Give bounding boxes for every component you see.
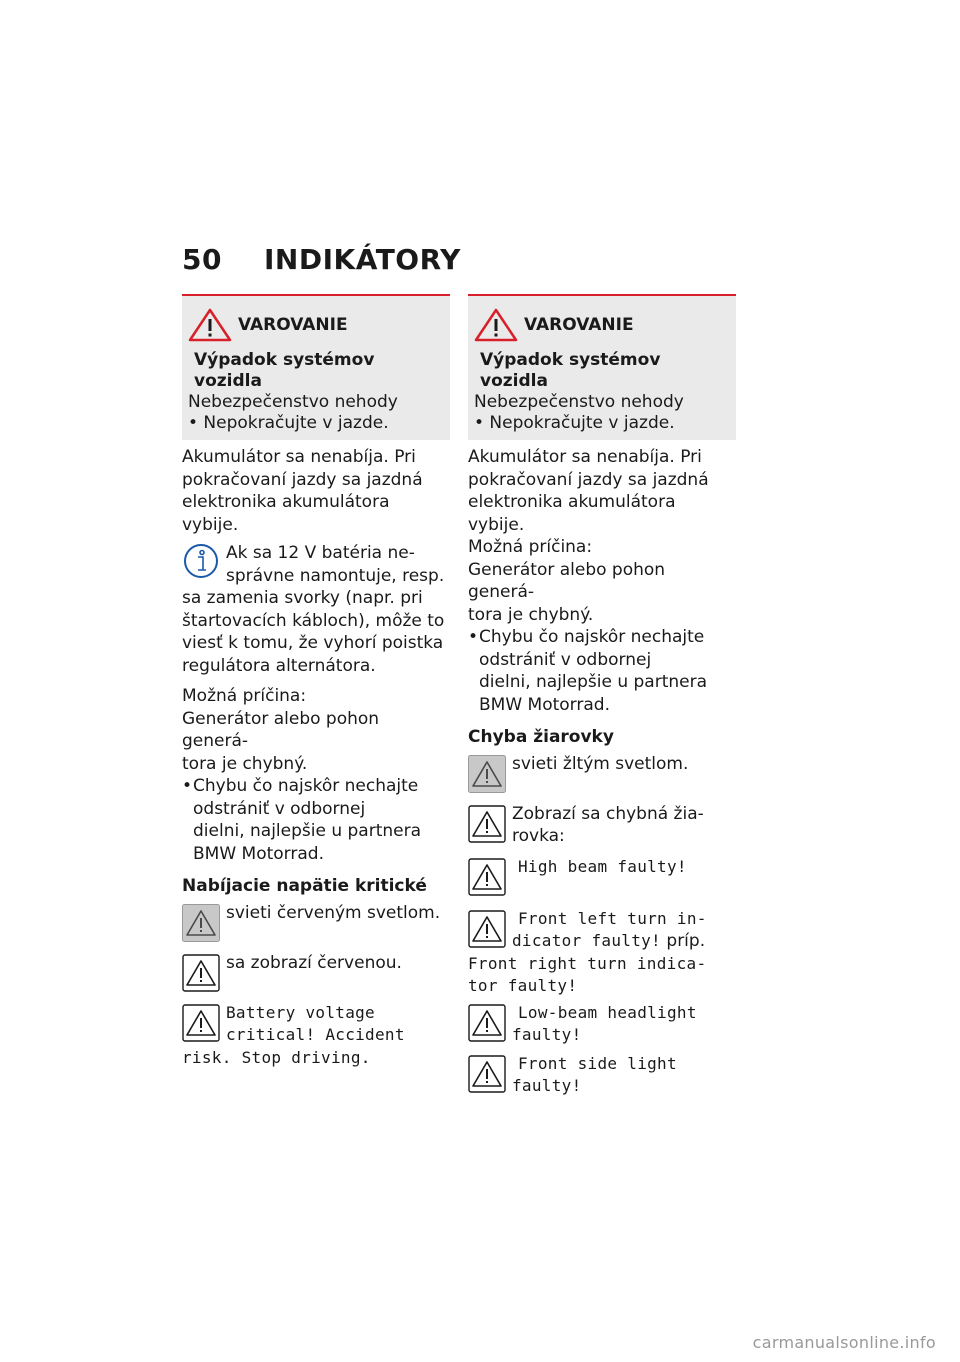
warning-triangle-icon — [474, 308, 518, 342]
intro-line: Akumulátor sa nenabíja. Pri — [468, 447, 702, 467]
indicator-light-row — [468, 753, 736, 793]
warning-line: • Nepokračujte v jazde. — [188, 413, 389, 433]
warning-subtitle: Výpadok systémov vozidla — [194, 350, 375, 391]
message-line: critical! Accident — [226, 1025, 405, 1044]
message-line: Front left turn in- — [518, 908, 707, 928]
cause-line: Generátor alebo pohon generá- — [182, 708, 380, 751]
action-line: odstrániť v odbornej — [479, 649, 652, 670]
display-text: sa zobrazí červenou. — [226, 952, 402, 973]
message-line: Front side light — [518, 1053, 677, 1073]
display-row — [182, 952, 450, 992]
message-line: Low-beam headlight — [518, 1002, 697, 1022]
display-text: rovka: — [512, 826, 565, 846]
display-row — [468, 803, 736, 848]
warning-header — [474, 308, 730, 342]
warning-subtitle: Výpadok systémov vozidla — [480, 350, 661, 391]
left-column — [182, 294, 450, 1069]
intro-line: Akumulátor sa nenabíja. Pri — [182, 447, 416, 467]
message-line: risk. Stop driving. — [182, 1047, 371, 1067]
message-line: dicator faulty! — [512, 931, 661, 950]
cause-line: tora je chybný. — [182, 753, 308, 774]
light-text: svieti žltým svetlom. — [512, 753, 689, 774]
warning-display-icon — [468, 805, 506, 843]
message-line: Battery voltage — [226, 1002, 375, 1022]
info-line: sa zamenia svorky (napr. pri — [182, 588, 423, 608]
section-title: Chyba žiarovky — [468, 727, 614, 747]
info-line: viesť k tomu, že vyhorí poistka — [182, 633, 444, 653]
watermark: carmanualsonline.info — [752, 1333, 936, 1352]
warning-light-icon — [182, 904, 220, 942]
message-line: tor faulty! — [468, 976, 578, 995]
intro-line: pokračovaní jazdy sa jazdná — [468, 469, 709, 490]
light-text: svieti červeným svetlom. — [226, 902, 441, 923]
warning-label: VAROVANIE — [524, 314, 634, 335]
cause-line: Generátor alebo pohon generá- — [468, 559, 666, 602]
intro-line: elektronika akumulátora vybije. — [182, 492, 390, 535]
warning-display-icon — [468, 858, 506, 896]
info-line: štartovacích kábloch), môže to — [182, 610, 445, 631]
message-row — [182, 1002, 450, 1047]
page-header — [182, 243, 461, 276]
warning-display-icon — [182, 1004, 220, 1042]
intro-line: pokračovaní jazdy sa jazdná — [182, 469, 423, 490]
info-line: správne namontuje, resp. — [226, 565, 445, 586]
right-column — [468, 294, 736, 1098]
section-title: Nabíjacie napätie kritické — [182, 876, 427, 896]
action-line: BMW Motorrad. — [193, 843, 324, 864]
info-note — [182, 542, 450, 587]
info-line: regulátora alternátora. — [182, 655, 376, 676]
message-row — [468, 1053, 736, 1098]
message-row — [468, 1002, 736, 1047]
info-icon — [182, 542, 220, 580]
message-line: faulty! — [512, 1076, 582, 1095]
warning-display-icon — [182, 954, 220, 992]
action-line: dielni, najlepšie u partnera — [479, 672, 708, 692]
message-line: High beam faulty! — [518, 856, 687, 876]
action-line: BMW Motorrad. — [479, 694, 610, 715]
action-line: odstrániť v odbornej — [193, 798, 366, 819]
message-row — [468, 908, 736, 953]
message-row — [468, 856, 736, 896]
cause-label: Možná príčina: — [468, 537, 593, 557]
indicator-light-row — [182, 902, 450, 942]
warning-light-icon — [468, 755, 506, 793]
warning-header — [188, 308, 444, 342]
warning-display-icon — [468, 1055, 506, 1093]
separator-text: príp. — [661, 931, 706, 951]
message-line: faulty! — [512, 1025, 582, 1044]
warning-triangle-icon — [188, 308, 232, 342]
page-number: 50 — [182, 243, 222, 276]
info-line: Ak sa 12 V batéria ne- — [226, 543, 415, 563]
intro-line: elektronika akumulátora vybije. — [468, 492, 676, 535]
warning-line: Nebezpečenstvo nehody — [188, 392, 398, 412]
warning-box — [182, 294, 450, 440]
action-line: • Chybu čo najskôr nechajte — [182, 775, 450, 798]
warning-display-icon — [468, 910, 506, 948]
warning-box — [468, 294, 736, 440]
action-line: • Chybu čo najskôr nechajte — [468, 626, 736, 649]
warning-line: • Nepokračujte v jazde. — [474, 413, 675, 433]
warning-label: VAROVANIE — [238, 314, 348, 335]
message-line: Front right turn indica- — [468, 953, 707, 973]
cause-line: tora je chybný. — [468, 604, 594, 625]
action-line: dielni, najlepšie u partnera — [193, 821, 422, 841]
page-title: INDIKÁTORY — [264, 243, 461, 276]
display-text: Zobrazí sa chybná žia- — [512, 803, 704, 824]
cause-label: Možná príčina: — [182, 686, 307, 706]
warning-display-icon — [468, 1004, 506, 1042]
warning-line: Nebezpečenstvo nehody — [474, 392, 684, 412]
